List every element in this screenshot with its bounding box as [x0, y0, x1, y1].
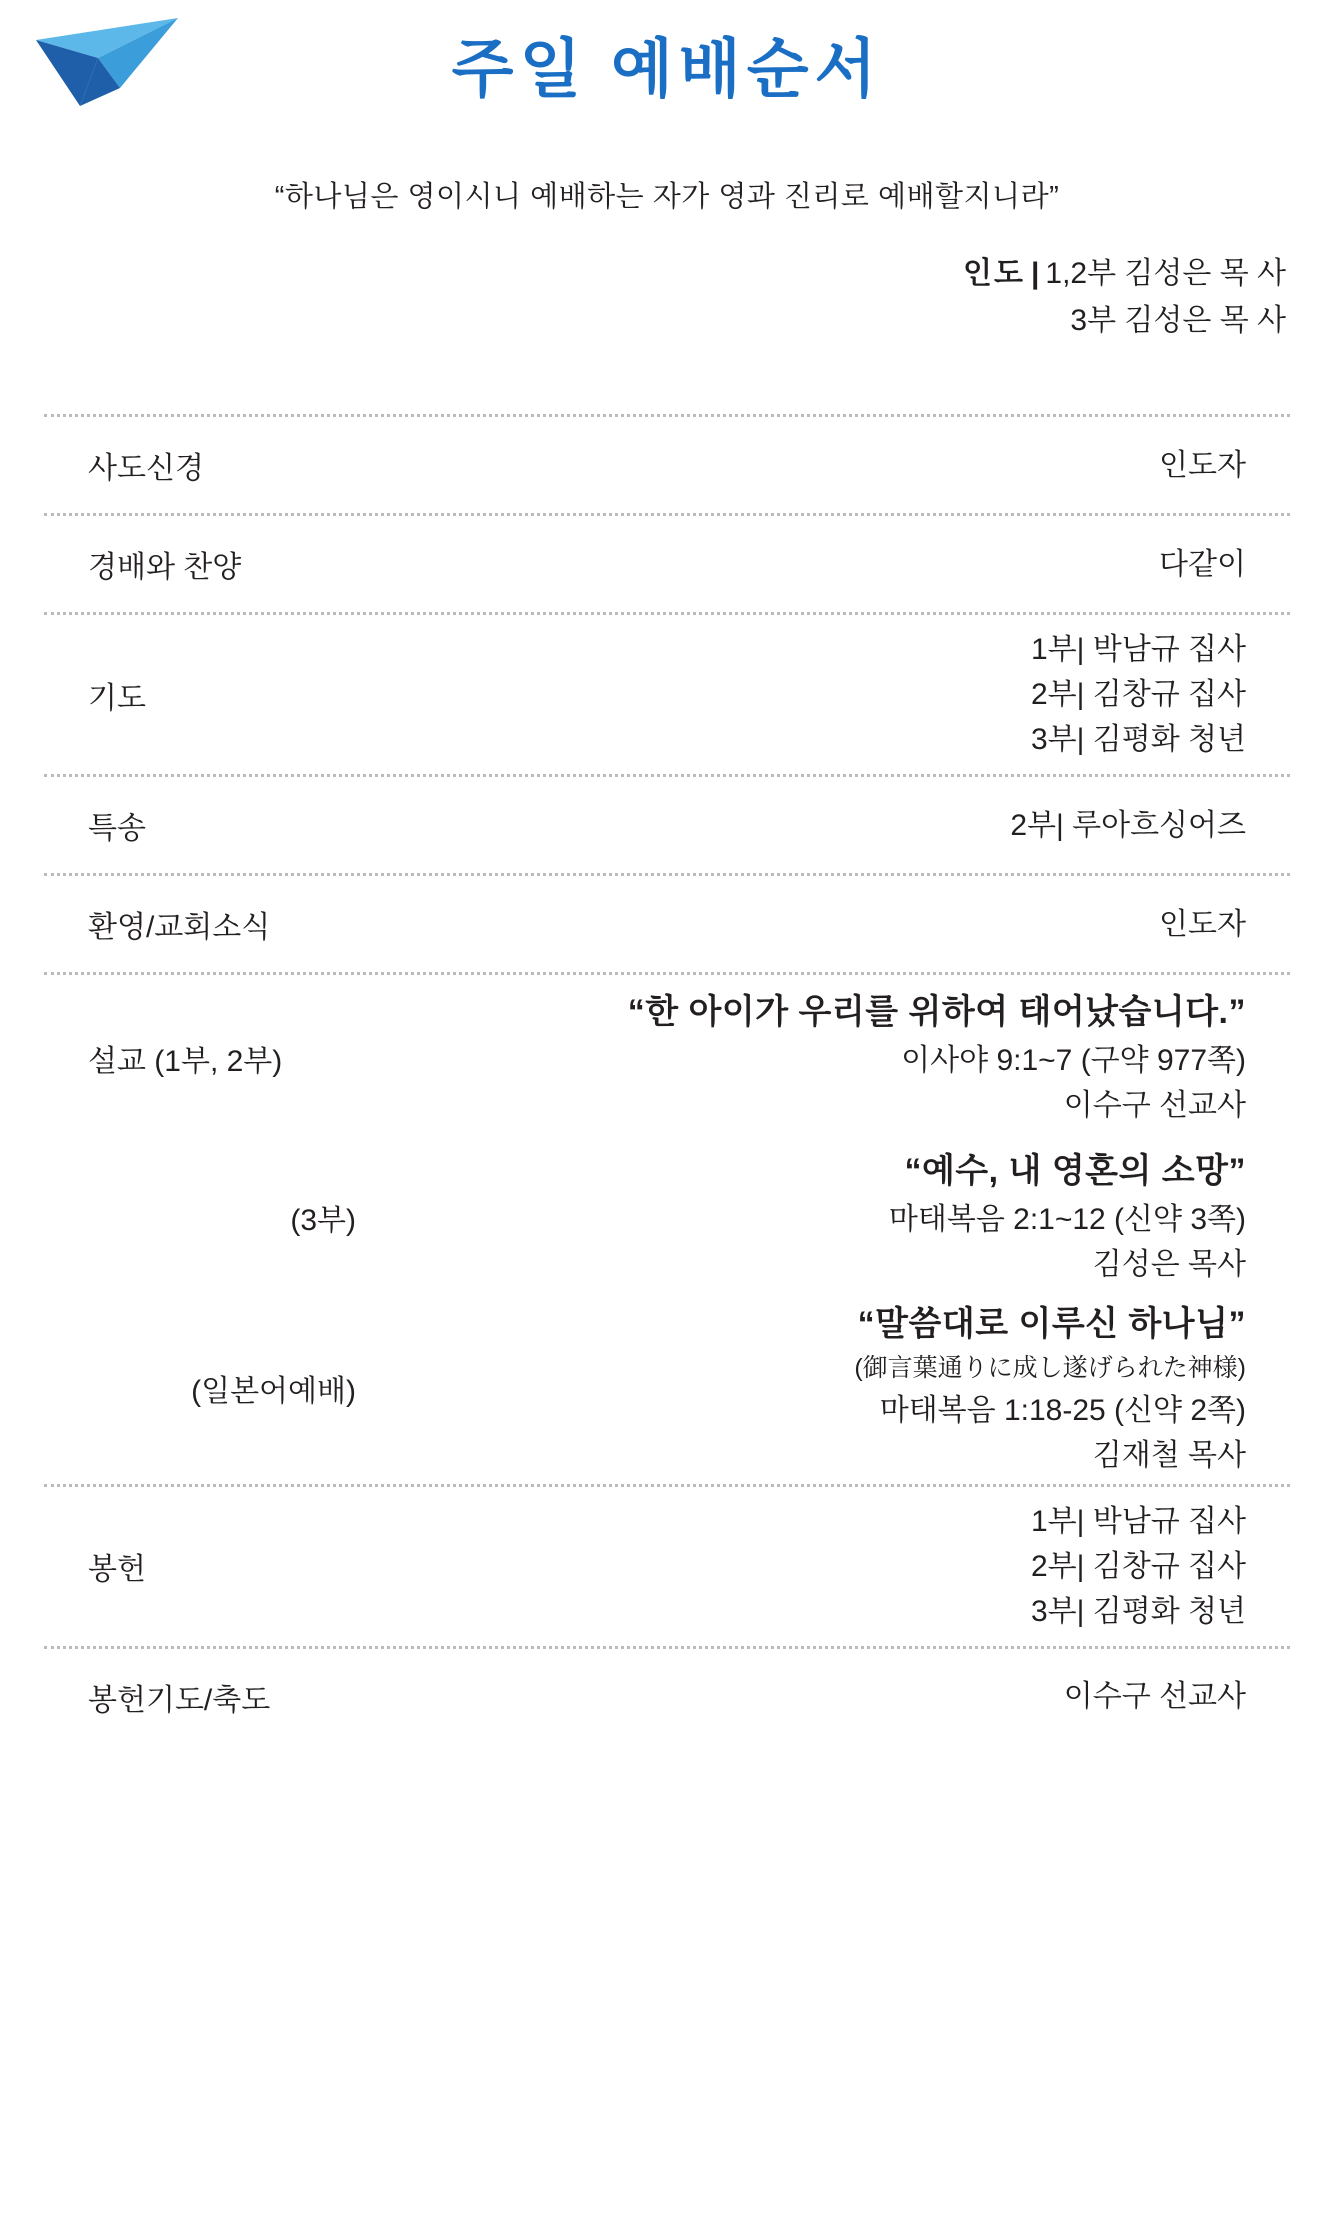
value-line: 다같이	[1159, 547, 1246, 581]
order-row-value	[384, 443, 1290, 488]
order-row-value	[384, 1299, 1290, 1478]
order-row-label: 경배와 찬양	[88, 551, 242, 584]
sermon-title: “한 아이가 우리를 위하여 태어났습니다.”	[627, 993, 1246, 1031]
leader-line-2: 3부 김성은 목 사	[1070, 303, 1286, 337]
value-line: 1부| 박남규 집사	[1030, 633, 1246, 666]
leader-label: 인도	[963, 257, 1025, 290]
leader-line-1	[0, 251, 1286, 298]
value-line: 1부| 박남규 집사	[1030, 1504, 1246, 1538]
order-row-label: 설교 (1부, 2부)	[88, 1044, 283, 1078]
value-line: 3부| 김평화 청년	[1030, 1594, 1246, 1628]
order-row-sermon-japanese	[44, 1293, 1290, 1484]
value-line: 이수구 선교사	[1063, 1680, 1246, 1713]
sermon-title: “예수, 내 영혼의 소망”	[904, 1152, 1246, 1190]
order-list	[0, 414, 1334, 1745]
order-row-praise	[44, 516, 1290, 612]
order-row-value	[384, 1146, 1290, 1287]
order-row-value	[384, 1674, 1290, 1719]
value-line: 2부| 루아흐싱어즈	[1010, 808, 1246, 842]
order-row-label: 특송	[88, 812, 146, 845]
order-row-label: 기도	[88, 681, 146, 715]
value-line: 인도자	[1159, 907, 1246, 941]
order-row-welcome-news	[44, 876, 1290, 972]
document-header	[0, 0, 1334, 150]
order-row-sermon-3	[44, 1140, 1290, 1293]
value-line: 이사야 9:1~7 (구약 977쪽)	[901, 1044, 1246, 1077]
page-title: 주일 예배순서	[451, 33, 883, 105]
order-row-label: (3부)	[290, 1203, 356, 1237]
order-row-label: 봉헌	[88, 1553, 146, 1586]
order-row-value	[384, 627, 1290, 762]
value-line: 이수구 선교사	[1063, 1089, 1246, 1122]
sermon-title: “말씀대로 이루신 하나님”	[857, 1305, 1246, 1343]
order-row-label: 봉헌기도/축도	[88, 1683, 271, 1717]
leader-block	[0, 251, 1334, 344]
order-row-label: 환영/교회소식	[88, 911, 271, 944]
value-line: 2부| 김창규 집사	[1030, 678, 1246, 711]
order-row-sermon-1-2	[44, 975, 1290, 1140]
footer-spacer	[0, 1745, 1334, 1785]
value-line: 2부| 김창규 집사	[1030, 1549, 1246, 1583]
order-row-special-song	[44, 777, 1290, 873]
order-row-prayer	[44, 615, 1290, 774]
leader-value-1: 1,2부 김성은 목 사	[1045, 257, 1286, 290]
value-line: 마태복음 1:18-25 (신약 2쪽)	[879, 1393, 1246, 1427]
value-line: 김성은 목사	[1092, 1248, 1246, 1281]
order-row-value	[384, 902, 1290, 947]
sermon-title-japanese: (御言葉通りに成し遂げられた神様)	[854, 1354, 1246, 1382]
order-row-value	[384, 542, 1290, 587]
order-row-value	[384, 987, 1290, 1128]
order-row-label: 사도신경	[88, 452, 204, 485]
order-row-value	[384, 803, 1290, 848]
value-line: 마태복음 2:1~12 (신약 3쪽)	[888, 1203, 1246, 1236]
leader-bar: |	[1031, 257, 1040, 290]
order-row-offering	[44, 1487, 1290, 1646]
value-line: 인도자	[1159, 448, 1246, 482]
order-row-offering-prayer-benediction	[44, 1649, 1290, 1745]
value-line: 김재철 목사	[1092, 1438, 1246, 1472]
order-row-value	[384, 1499, 1290, 1634]
order-row-label: (일본어예배)	[191, 1375, 356, 1409]
order-row-apostles-creed	[44, 417, 1290, 513]
scripture-subtitle: “하나님은 영이시니 예배하는 자가 영과 진리로 예배할지니라”	[274, 181, 1060, 213]
value-line: 3부| 김평화 청년	[1030, 723, 1246, 756]
